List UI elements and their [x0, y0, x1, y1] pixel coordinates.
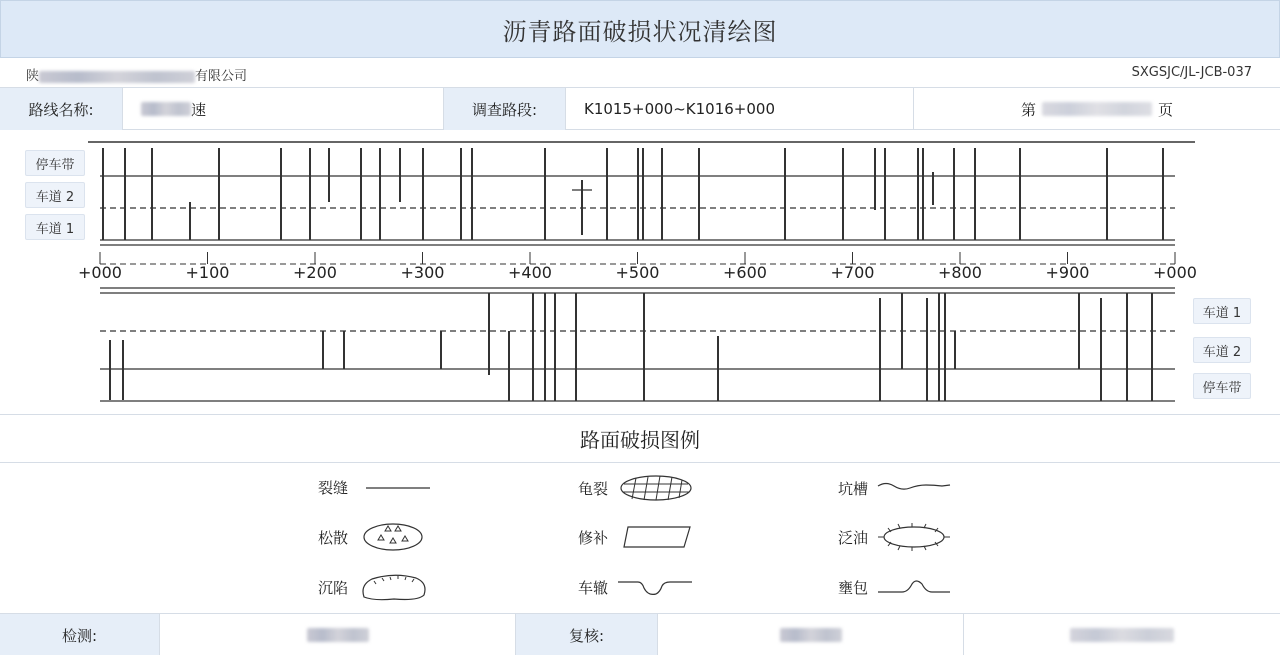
reviewer-value — [658, 614, 964, 655]
depression-symbol-icon — [358, 571, 430, 603]
section-value: K1015+000~K1016+000 — [566, 88, 914, 130]
km-label: +300 — [400, 263, 445, 282]
inspector-value — [160, 614, 516, 655]
legend-crack: 裂缝 — [318, 477, 434, 498]
km-label: +400 — [508, 263, 552, 282]
legend-pothole: 坑槽 — [838, 477, 952, 499]
company-name — [26, 65, 247, 84]
company-prefix: 陕 — [26, 69, 40, 84]
page-number: 第 页 — [1020, 100, 1174, 119]
crack-symbol-icon — [362, 478, 434, 498]
route-name-label: 路线名称: — [0, 88, 123, 130]
km-label: +000 — [1153, 263, 1197, 282]
route-name-value: 速 — [123, 88, 444, 130]
redacted-inspector-name — [307, 628, 369, 642]
km-label: +700 — [830, 263, 875, 282]
ravel-symbol-icon — [362, 521, 426, 553]
alligator-crack-symbol-icon — [618, 474, 694, 502]
km-label: +100 — [185, 263, 230, 282]
company-row — [0, 58, 1280, 88]
info-row — [0, 88, 1280, 130]
upheaval-symbol-icon — [876, 574, 952, 600]
lane-tag-lane1-top: 车道 1 — [25, 214, 85, 240]
legend-title-row — [0, 414, 1280, 463]
lane-tag-lane1-bottom: 车道 1 — [1193, 298, 1251, 324]
footer-row — [0, 613, 1280, 655]
km-label: +500 — [615, 263, 660, 282]
lane-tag-parking-top: 停车带 — [25, 150, 85, 176]
bleeding-symbol-icon — [874, 522, 954, 552]
redacted-route-name — [141, 102, 191, 116]
km-label: +000 — [78, 263, 122, 282]
redacted-reviewer-name — [780, 628, 842, 642]
redacted-date — [1070, 628, 1174, 642]
inspector-label: 检测: — [0, 614, 160, 655]
km-label: +200 — [293, 263, 337, 282]
page-title: 沥青路面破损状况清绘图 — [502, 17, 778, 46]
redacted-page-number — [1042, 102, 1152, 116]
legend-ravel: 松散 — [318, 521, 426, 553]
lane-tag-lane2-bottom: 车道 2 — [1193, 337, 1251, 363]
rut-symbol-icon — [616, 574, 696, 600]
company-suffix: 有限公司 — [195, 69, 248, 84]
pothole-symbol-icon — [876, 477, 952, 499]
road-damage-diagram — [0, 130, 1280, 414]
redacted-company-name — [39, 71, 195, 83]
section-label: 调查路段: — [444, 88, 566, 130]
lane-tag-lane2-top: 车道 2 — [25, 182, 85, 208]
date-value — [964, 614, 1280, 655]
title-bar — [0, 0, 1280, 58]
legend-patch: 修补 — [578, 523, 694, 551]
patch-symbol-icon — [622, 523, 694, 551]
document-code: SXGSJC/JL-JCB-037 — [1131, 65, 1252, 80]
legend-title: 路面破损图例 — [580, 428, 700, 452]
km-label: +900 — [1045, 263, 1090, 282]
km-label: +800 — [938, 263, 982, 282]
reviewer-label: 复核: — [516, 614, 658, 655]
lane-tag-parking-bottom: 停车带 — [1193, 373, 1251, 399]
legend-bleed: 泛油 — [838, 522, 954, 552]
legend-rut: 车辙 — [578, 574, 696, 600]
legend-alligator: 龟裂 — [578, 474, 694, 502]
legend-upheaval: 壅包 — [838, 574, 952, 600]
km-label: +600 — [723, 263, 767, 282]
legend-depression: 沉陷 — [318, 571, 430, 603]
